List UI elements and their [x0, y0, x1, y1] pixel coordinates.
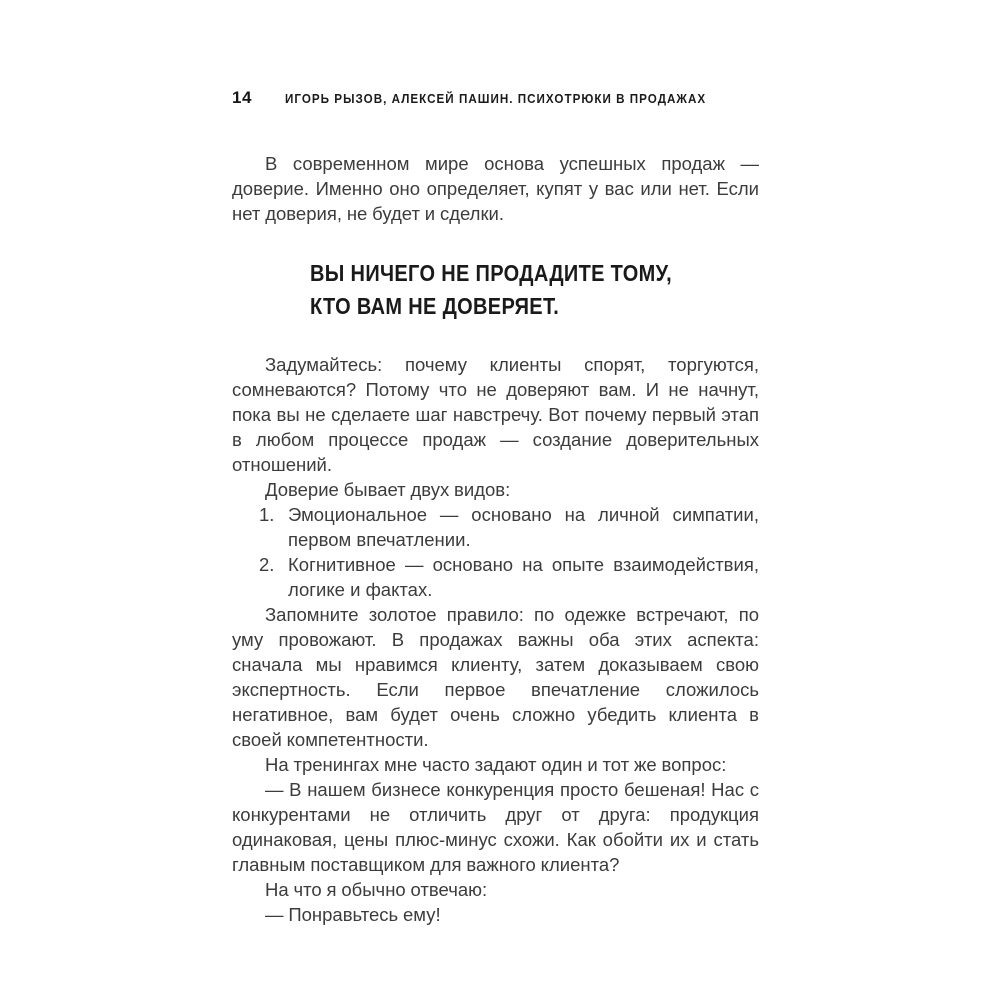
- trust-types-list: [232, 502, 759, 602]
- list-item-text: Когнитивное — основано на опыте взаимодействия, логике и фактах.: [288, 554, 759, 600]
- running-title: ИГОРЬ РЫЗОВ, АЛЕКСЕЙ ПАШИН. ПСИХОТРЮКИ В ПРОДАЖАХ: [285, 92, 707, 106]
- list-item: [232, 552, 759, 602]
- paragraph-think: Задумайтесь: почему клиенты спорят, торгуются, сомневаются? Потому что не доверяют вам. И не начнут, пока вы не сделаете шаг навстречу. Вот почему первый этап в любом процессе продаж — создание доверительных отношений.: [232, 354, 759, 475]
- paragraph-trainings: На тренингах мне часто задают один и тот же вопрос:: [265, 754, 727, 775]
- heading-line-2: КТО ВАМ НЕ ДОВЕРЯЕТ.: [310, 293, 560, 319]
- list-item-text: Эмоциональное — основано на личной симпатии, первом впечатлении.: [288, 504, 759, 550]
- page-header: [232, 88, 759, 108]
- list-item: [232, 502, 759, 552]
- list-item-number: 1.: [259, 504, 275, 525]
- paragraph-answer-intro: На что я обычно отвечаю:: [265, 879, 488, 900]
- page-number: 14: [232, 88, 252, 107]
- paragraph-dialogue-question: — В нашем бизнесе конкуренция просто бешеная! Нас с конкурентами не отличить друг от друга: продукция одинаковая, цены плюс-минус схожи. Как обойти их и стать главным поставщиком для важного клиента?: [232, 779, 759, 875]
- section-heading: [310, 257, 759, 323]
- heading-line-1: ВЫ НИЧЕГО НЕ ПРОДАДИТЕ ТОМУ,: [310, 260, 672, 286]
- paragraph-dialogue-answer: — Понравьтесь ему!: [265, 904, 441, 925]
- paragraph-intro: В современном мире основа успешных продаж — доверие. Именно оно определяет, купят у вас или нет. Если нет доверия, не будет и сделки.: [232, 153, 759, 224]
- paragraph-golden-rule: Запомните золотое правило: по одежке встречают, по уму провожают. В продажах важны оба этих аспекта: сначала мы нравимся клиенту, затем доказываем свою экспертность. Если первое впечатление сложилось негативное, вам будет очень сложно убедить клиента в своей компетентности.: [232, 604, 759, 750]
- text-column: [232, 88, 759, 927]
- paragraph-trust-types: Доверие бывает двух видов:: [265, 479, 511, 500]
- list-item-number: 2.: [259, 554, 275, 575]
